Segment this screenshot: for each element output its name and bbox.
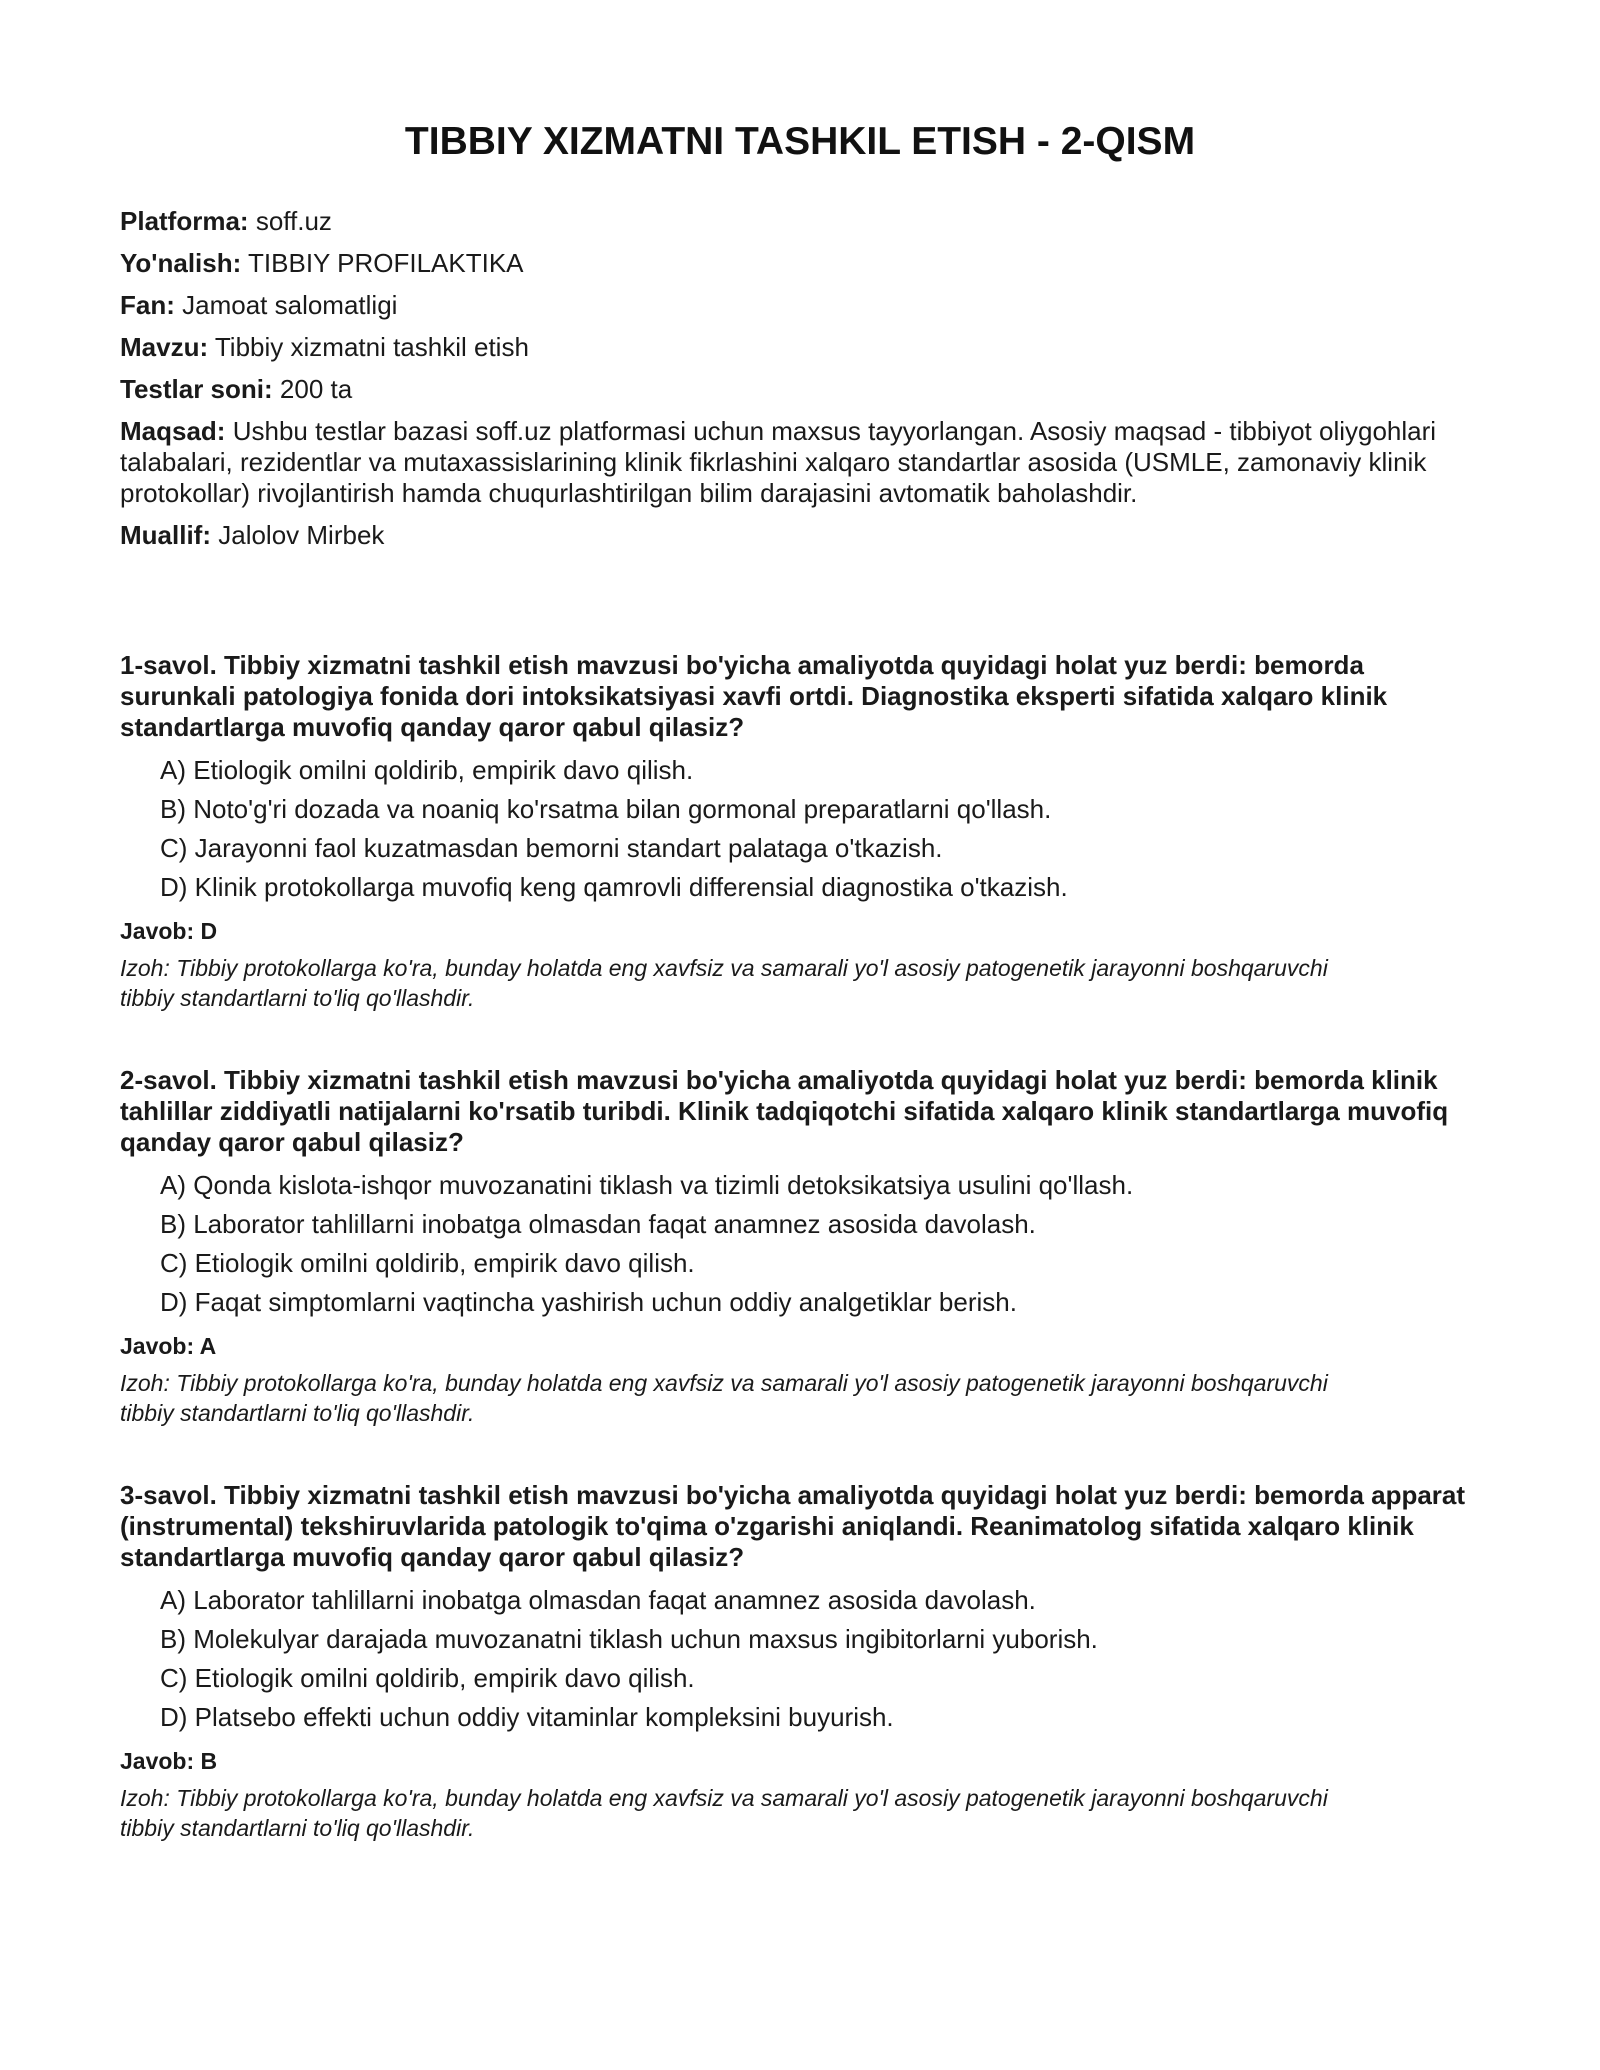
answer-label: Javob: B [120, 1748, 218, 1774]
meta-value: Ushbu testlar bazasi soff.uz platformasi uchun maxsus tayyorlangan. Asosiy maqsad - tibbiyot oliygohlari talabalari, rezidentlar va mutaxassislarining klinik fikrlashini xalqaro standartlar asosida (USMLE, zamonaviy klinik protokollar) rivojlantirish hamda chuqurlashtirilgan bilim darajasini avtomatik baholashdir. [120, 416, 1437, 508]
page-title: TIBBIY XIZMATNI TASHKIL ETISH - 2-QISM [404, 120, 1196, 163]
answer-label: Javob: A [120, 1333, 217, 1359]
meta-yonalish [120, 248, 1480, 279]
options-list [120, 1585, 1480, 1733]
option-c: C) Jarayonni faol kuzatmasdan bemorni standart palataga o'tkazish. [160, 833, 943, 863]
explanation-note: Izoh: Tibbiy protokollarga ko'ra, bunday holatda eng xavfsiz va samarali yo'l asosiy patogenetik jarayonni boshqaruvchi tibbiy standartlarni to'liq qo'llashdir. [120, 1785, 1328, 1841]
option-d: D) Platsebo effekti uchun oddiy vitaminlar kompleksini buyurish. [160, 1702, 894, 1732]
meta-value: Tibbiy xizmatni tashkil etish [214, 332, 529, 362]
question-text: 3-savol. Tibbiy xizmatni tashkil etish mavzusi bo'yicha amaliyotda quyidagi holat yuz berdi: bemorda apparat (instrumental) tekshiruvlarida patologik to'qima o'zgarishi aniqlandi. Reanimatolog sifatida xalqaro klinik standartlarga muvofiq qanday qaror qabul qilasiz? [120, 1480, 1466, 1572]
meta-mavzu [120, 332, 1480, 363]
question-text: 2-savol. Tibbiy xizmatni tashkil etish mavzusi bo'yicha amaliyotda quyidagi holat yuz berdi: bemorda klinik tahlillar ziddiyatli natijalarni ko'rsatib turibdi. Klinik tadqiqotchi sifatida xalqaro klinik standartlarga muvofiq qanday qaror qabul qilasiz? [120, 1065, 1449, 1157]
question-text: 1-savol. Tibbiy xizmatni tashkil etish mavzusi bo'yicha amaliyotda quyidagi holat yuz berdi: bemorda surunkali patologiya fonida dori intoksikatsiyasi xavfi ortdi. Diagnostika eksperti sifatida xalqaro klinik standartlarga muvofiq qanday qaror qabul qilasiz? [120, 650, 1388, 742]
option-c: C) Etiologik omilni qoldirib, empirik davo qilish. [160, 1663, 695, 1693]
meta-key: Yo'nalish: [120, 248, 242, 278]
meta-key: Muallif: [120, 520, 211, 550]
meta-key: Testlar soni: [120, 374, 273, 404]
option-b: B) Noto'g'ri dozada va noaniq ko'rsatma bilan gormonal preparatlarni qo'llash. [160, 794, 1052, 824]
meta-block [120, 206, 1480, 551]
answer-label: Javob: D [120, 918, 218, 944]
meta-testlar-soni [120, 374, 1480, 405]
spacer [120, 562, 1480, 650]
option-a: A) Laborator tahlillarni inobatga olmasdan faqat anamnez asosida davolash. [160, 1585, 1036, 1615]
meta-key: Platforma: [120, 206, 249, 236]
options-list [120, 1170, 1480, 1318]
meta-value: Jalolov Mirbek [218, 520, 385, 550]
meta-value: Jamoat salomatligi [182, 290, 398, 320]
meta-key: Fan: [120, 290, 175, 320]
meta-value: 200 ta [279, 374, 353, 404]
option-b: B) Molekulyar darajada muvozanatni tiklash uchun maxsus ingibitorlarni yuborish. [160, 1624, 1098, 1654]
explanation-note: Izoh: Tibbiy protokollarga ko'ra, bunday holatda eng xavfsiz va samarali yo'l asosiy patogenetik jarayonni boshqaruvchi tibbiy standartlarni to'liq qo'llashdir. [120, 955, 1328, 1011]
meta-fan [120, 290, 1480, 321]
option-d: D) Klinik protokollarga muvofiq keng qamrovli differensial diagnostika o'tkazish. [160, 872, 1068, 902]
meta-muallif [120, 520, 1480, 551]
option-b: B) Laborator tahlillarni inobatga olmasdan faqat anamnez asosida davolash. [160, 1209, 1036, 1239]
question-1 [120, 650, 1480, 1013]
meta-value: TIBBIY PROFILAKTIKA [248, 248, 524, 278]
meta-platforma [120, 206, 1480, 237]
meta-maqsad [120, 416, 1480, 509]
meta-value: soff.uz [255, 206, 332, 236]
option-c: C) Etiologik omilni qoldirib, empirik davo qilish. [160, 1248, 695, 1278]
option-d: D) Faqat simptomlarni vaqtincha yashirish uchun oddiy analgetiklar berish. [160, 1287, 1017, 1317]
question-3 [120, 1480, 1480, 1843]
meta-key: Maqsad: [120, 416, 226, 446]
option-a: A) Etiologik omilni qoldirib, empirik davo qilish. [160, 755, 694, 785]
question-2 [120, 1065, 1480, 1428]
option-a: A) Qonda kislota-ishqor muvozanatini tiklash va tizimli detoksikatsiya usulini qo'llash. [160, 1170, 1134, 1200]
explanation-note: Izoh: Tibbiy protokollarga ko'ra, bunday holatda eng xavfsiz va samarali yo'l asosiy patogenetik jarayonni boshqaruvchi tibbiy standartlarni to'liq qo'llashdir. [120, 1370, 1328, 1426]
meta-key: Mavzu: [120, 332, 209, 362]
options-list [120, 755, 1480, 903]
